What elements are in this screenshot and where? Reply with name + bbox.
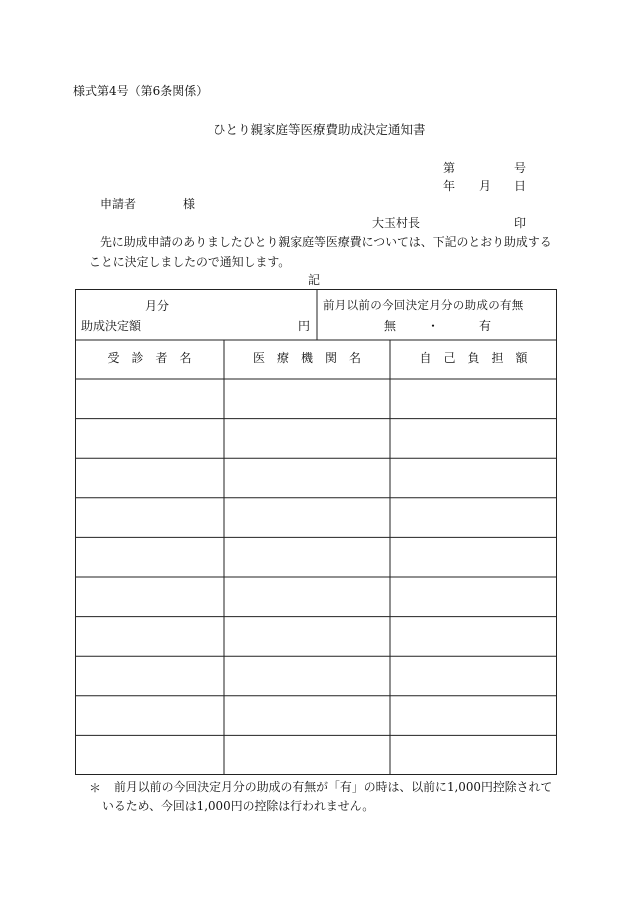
issuer-name: 大玉村長 — [372, 216, 421, 230]
issuer-seal: 印 — [514, 216, 527, 230]
number-suffix: 号 — [514, 161, 527, 175]
prior-subsidy-label: 前月以前の今回決定月分の助成の有無 — [323, 298, 524, 312]
prior-yes-option: 有 — [479, 319, 492, 333]
yen-label: 円 — [298, 319, 311, 333]
applicant-label: 申請者 — [100, 197, 137, 211]
header-copayment: 自 己 負 担 額 — [419, 351, 528, 365]
date-day: 日 — [514, 179, 527, 193]
amount-label: 助成決定額 — [81, 319, 142, 333]
body-text-line2: ことに決定しましたので通知します。 — [89, 255, 291, 269]
date-year: 年 — [443, 179, 456, 193]
prior-none-option: 無 — [384, 319, 397, 333]
document-title: ひとり親家庭等医療費助成決定通知書 — [213, 122, 426, 137]
subsidy-table — [75, 289, 557, 775]
note-line1: 前月以前の今回決定月分の助成の有無が「有」の時は、以前に1,000円控除されて — [114, 780, 553, 794]
note-mark: ＊ — [89, 781, 102, 795]
note-line2: いるため、今回は1,000円の控除は行われません。 — [102, 799, 375, 813]
number-prefix: 第 — [443, 161, 456, 175]
form-number: 様式第4号（第6条関係） — [73, 84, 209, 98]
date-month: 月 — [479, 179, 492, 193]
header-patient-name: 受 診 者 名 — [107, 351, 192, 365]
body-text-line1: 先に助成申請のありましたひとり親家庭等医療費については、下記のとおり助成する — [100, 235, 552, 249]
applicant-honorific: 様 — [183, 197, 196, 211]
ki-label: 記 — [308, 273, 321, 287]
header-medical-institution: 医 療 機 関 名 — [252, 351, 361, 365]
prior-separator: ・ — [427, 319, 440, 333]
row-lines — [75, 379, 557, 735]
month-label: 月分 — [145, 299, 170, 313]
